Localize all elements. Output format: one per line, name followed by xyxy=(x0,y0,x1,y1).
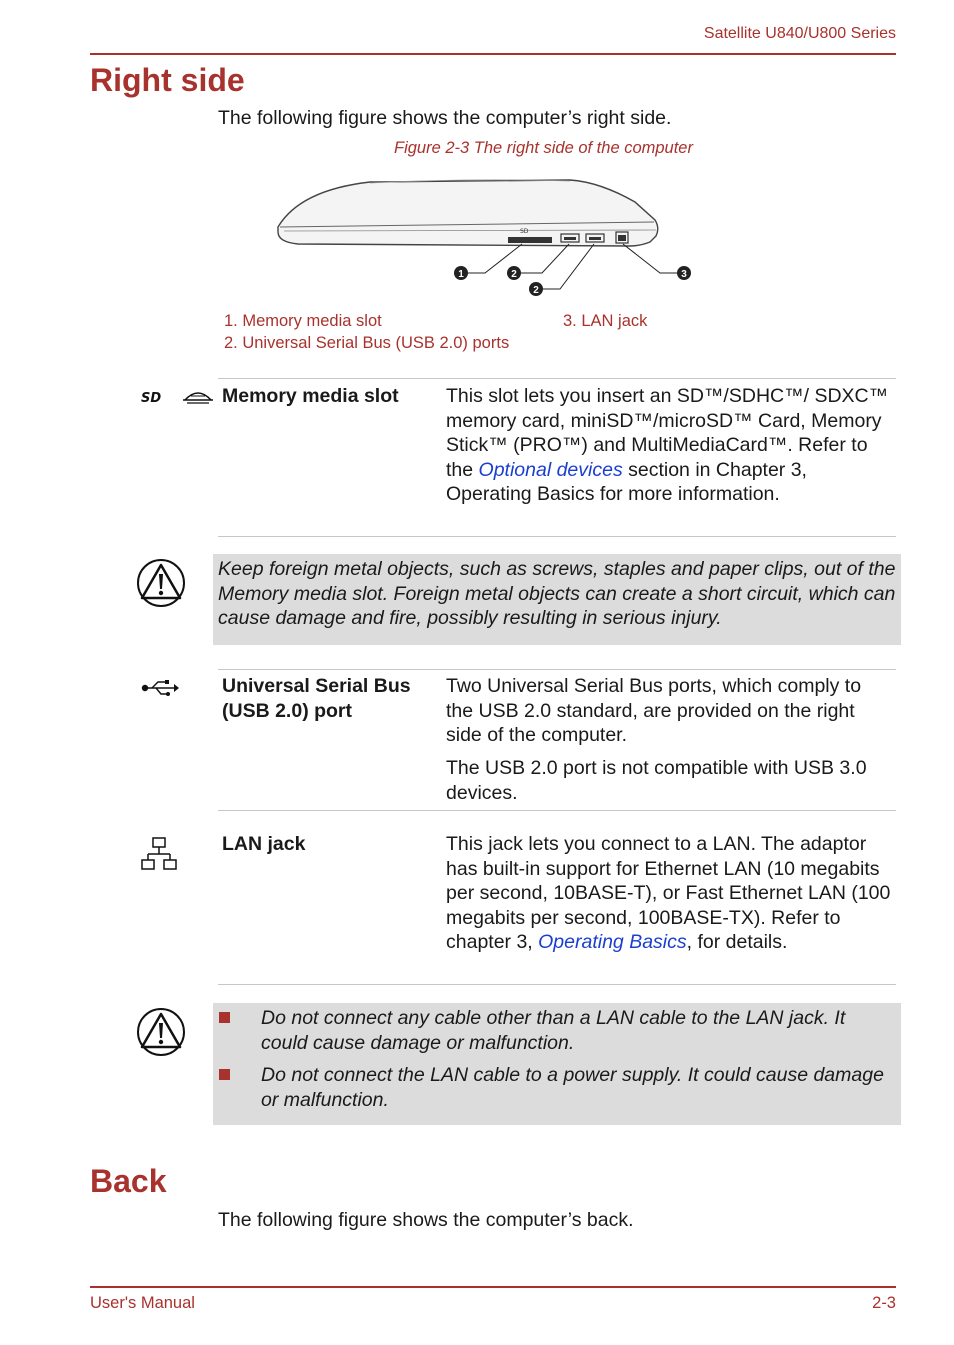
laptop-right-side-figure xyxy=(270,172,700,302)
warning-triangle-icon xyxy=(136,558,186,608)
warning-bullet-2: Do not connect the LAN cable to a power supply. It could cause damage or malfunction. xyxy=(261,1064,884,1111)
callout-2b xyxy=(529,282,543,296)
figure-caption: Figure 2-3 The right side of the computer xyxy=(394,139,693,157)
warning-note-lan xyxy=(213,1003,901,1125)
term-usb-port: Universal Serial Bus (USB 2.0) port xyxy=(222,675,411,722)
link-optional-devices[interactable]: Optional devices xyxy=(478,458,623,481)
warning-note-metal-objects xyxy=(213,554,901,645)
table-rule xyxy=(218,669,896,670)
table-rule xyxy=(218,378,896,379)
lan-network-icon xyxy=(141,837,177,871)
table-rule xyxy=(218,984,896,985)
svg-text:3: 3 xyxy=(681,269,687,280)
table-rule xyxy=(218,810,896,811)
memory-stick-icon xyxy=(181,388,215,406)
legend-item-2: 2. Universal Serial Bus (USB 2.0) ports xyxy=(224,334,510,352)
desc-memory-media-slot: This slot lets you insert an SD™/SDHC™/ SDXC™ memory card, miniSD™/microSD™ Card, Memory Stick™ (PRO™) and MultiMediaCard™. Refer to the Optional devices section in Chapter 3, Operating Basics for more information. xyxy=(446,385,889,505)
section-title-right-side: Right side xyxy=(90,62,245,98)
sd-card-icon xyxy=(140,389,174,405)
callout-1 xyxy=(454,266,468,280)
warning-bullet-1: Do not connect any cable other than a LAN cable to the LAN jack. It could cause damage or malfunction. xyxy=(261,1007,846,1054)
link-operating-basics[interactable]: Operating Basics xyxy=(538,931,687,953)
term-memory-media-slot: Memory media slot xyxy=(222,385,399,407)
legend-item-1: 1. Memory media slot xyxy=(224,312,382,330)
term-lan-jack: LAN jack xyxy=(222,833,306,855)
svg-text:1: 1 xyxy=(458,269,464,280)
usb-icon xyxy=(141,679,179,697)
header-series: Satellite U840/U800 Series xyxy=(703,25,896,42)
callout-3 xyxy=(677,266,691,280)
footer-manual-name: User's Manual xyxy=(90,1294,195,1312)
desc-usb-port-1: Two Universal Serial Bus ports, which comply to the USB 2.0 standard, are provided on the right side of the computer. xyxy=(446,675,862,746)
warning-text: Keep foreign metal objects, such as screws, staples and paper clips, out of the Memory media slot. Foreign metal objects can create a short circuit, which can cause damage and fire, possibly resulting in serious injury. xyxy=(218,558,896,629)
svg-text:SD: SD xyxy=(520,228,529,235)
legend-item-3: 3. LAN jack xyxy=(563,312,648,330)
footer-rule xyxy=(90,1286,896,1288)
desc-usb-port-2: The USB 2.0 port is not compatible with USB 3.0 devices. xyxy=(446,757,867,804)
header-rule xyxy=(90,53,896,55)
desc-lan-jack: This jack lets you connect to a LAN. The adaptor has built-in support for Ethernet LAN (10 megabits per second, 10BASE-T), or Fast Ethernet LAN (100 megabits per second, 100BASE-TX). Refer to chapter 3, Operating Basics, for details. xyxy=(446,833,891,953)
svg-text:SD: SD xyxy=(141,391,162,405)
callout-2a xyxy=(507,266,521,280)
bullet-marker xyxy=(219,1069,230,1080)
svg-text:2: 2 xyxy=(533,285,539,296)
table-rule xyxy=(218,536,896,537)
back-intro: The following figure shows the computer’s back. xyxy=(218,1209,634,1231)
right-side-intro: The following figure shows the computer’s right side. xyxy=(218,107,672,129)
section-title-back: Back xyxy=(90,1163,167,1199)
svg-text:2: 2 xyxy=(511,269,517,280)
warning-triangle-icon xyxy=(136,1007,186,1057)
footer-page-number: 2-3 xyxy=(872,1294,896,1312)
bullet-marker xyxy=(219,1012,230,1023)
